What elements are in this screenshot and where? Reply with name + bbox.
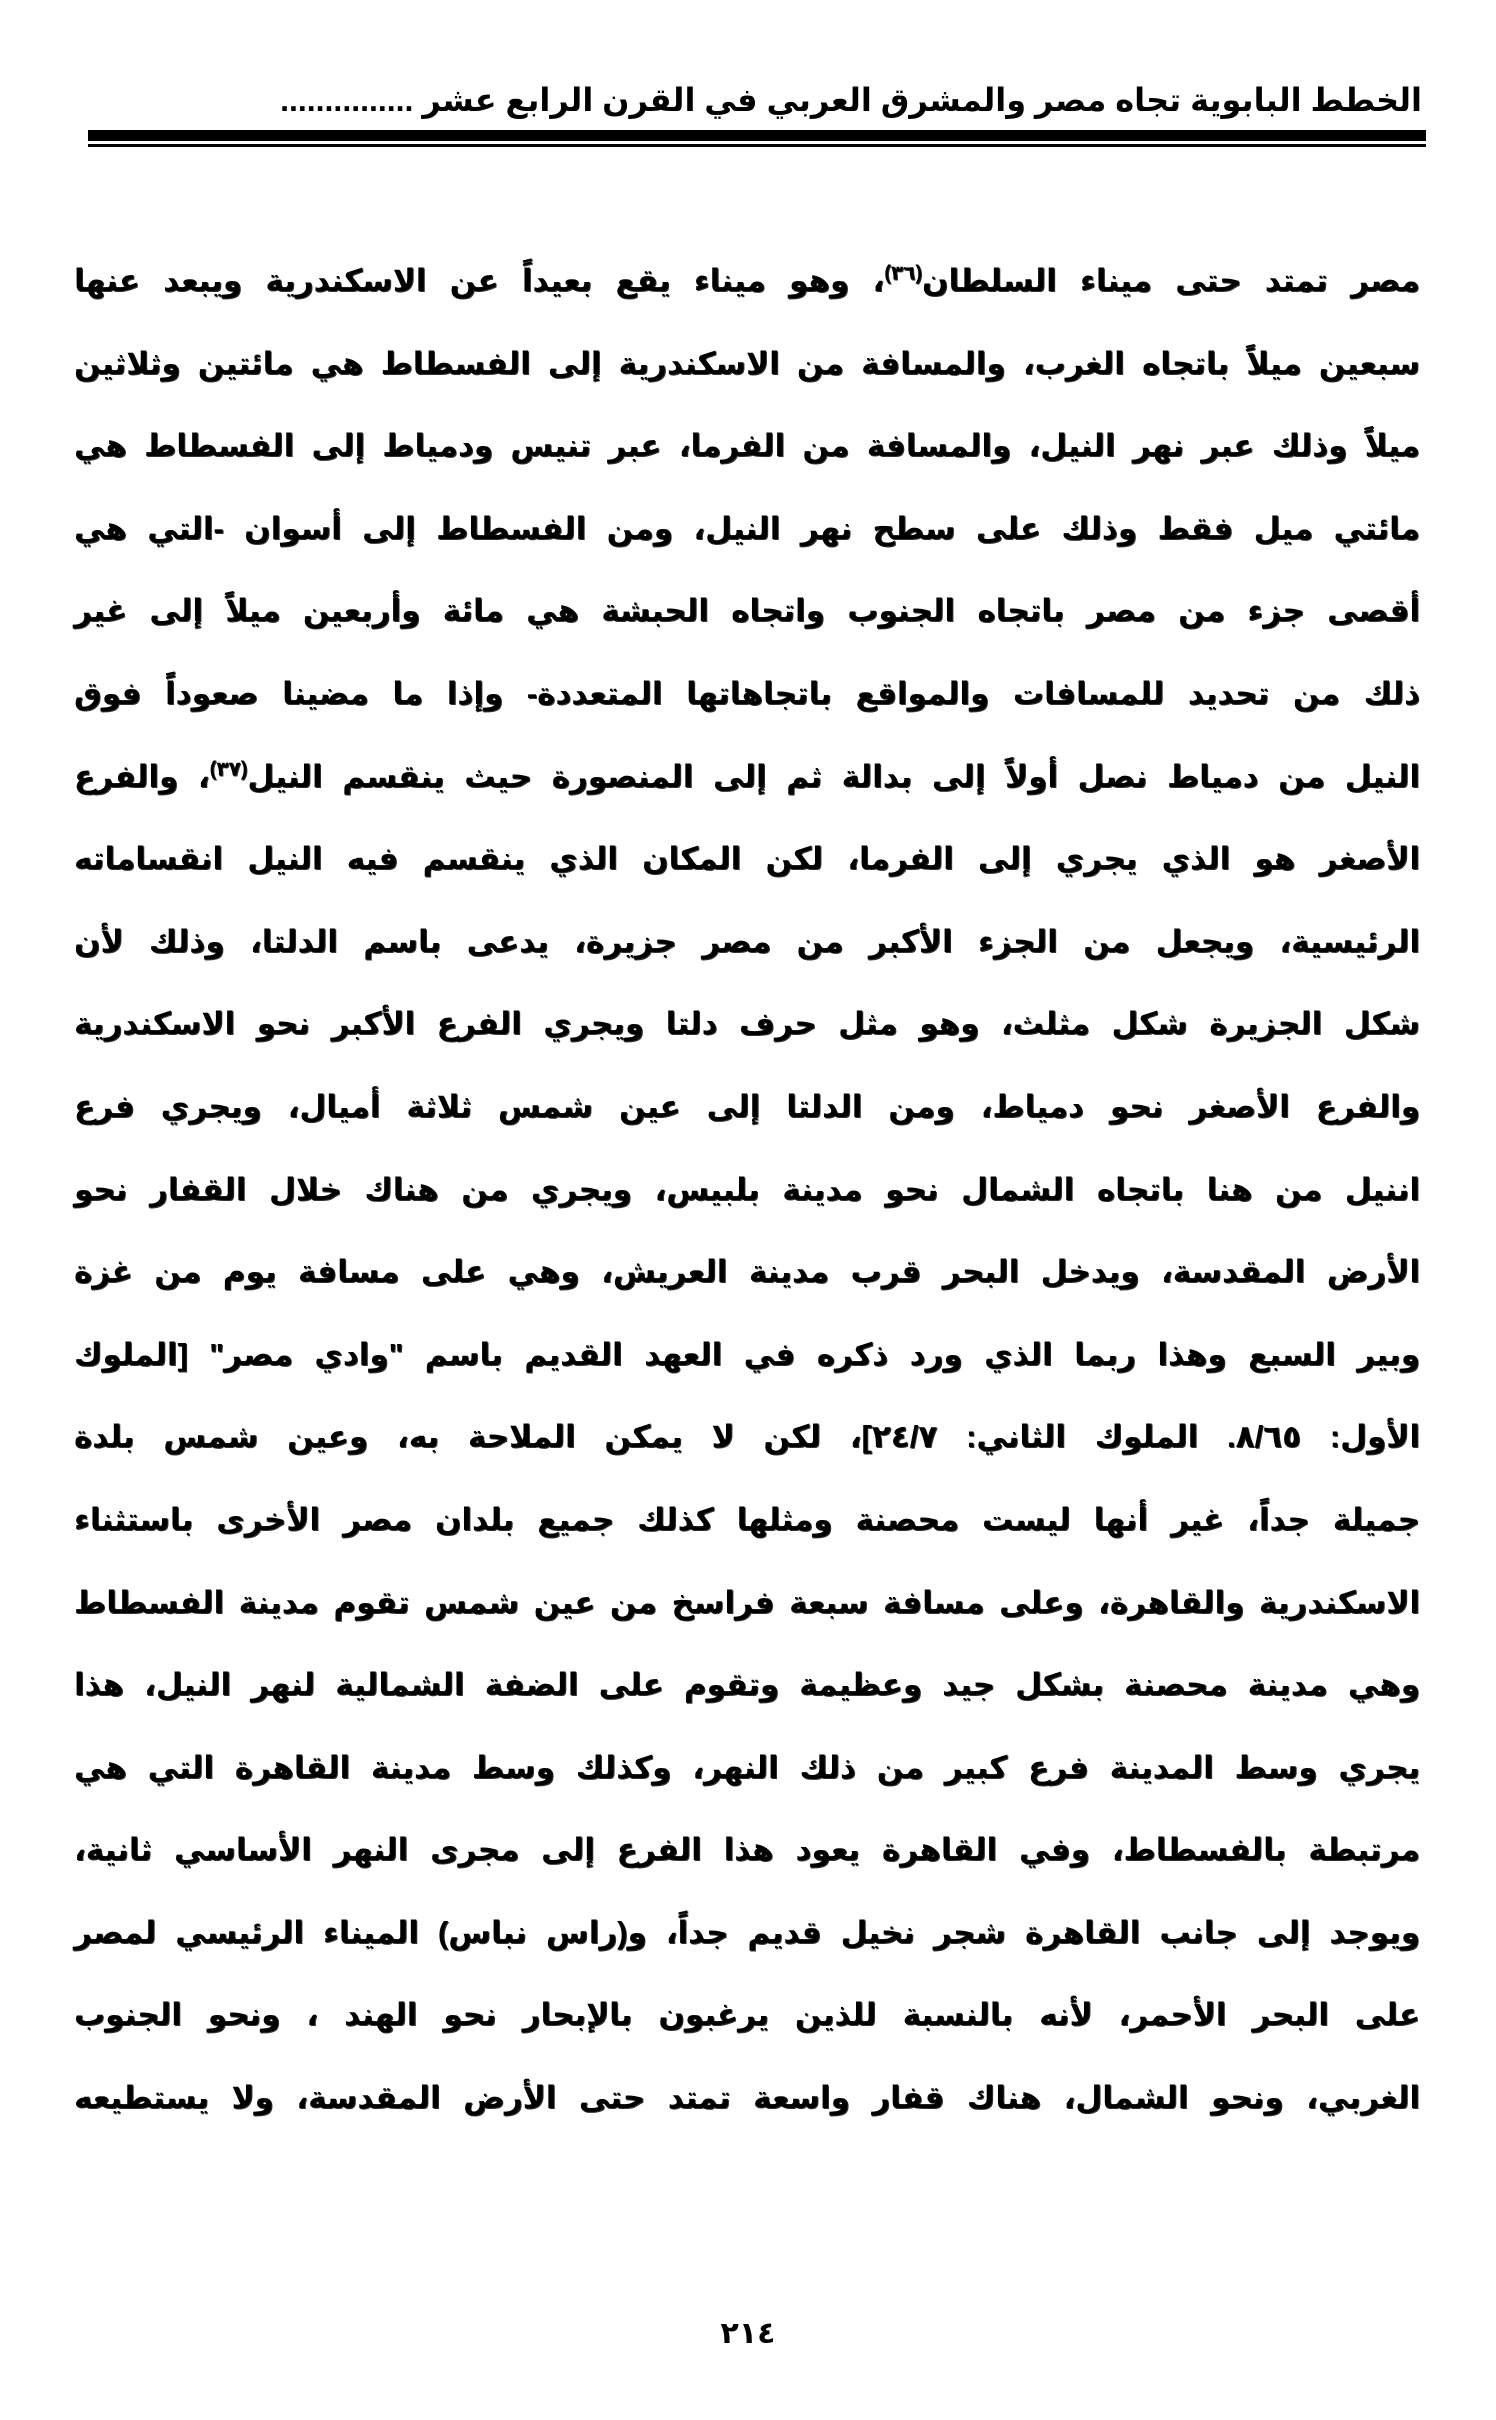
text-line: وبير السبع وهذا ربما الذي ورد ذكره في العهد القديم باسم "وادي مصر" [الملوك (74, 1336, 1420, 1372)
running-header: الخطط البابوية تجاه مصر والمشرق العربي في القرن الرابع عشر ............... (280, 82, 1422, 118)
text-line: الرئيسية، ويجعل من الجزء الأكبر من مصر جزيرة، يدعى باسم الدلتا، وذلك لأن (74, 923, 1420, 959)
text-segment: ، والفرع (74, 758, 210, 794)
text-segment: النيل من دمياط نصل أولاً إلى بدالة ثم إلى المنصورة حيث ينقسم النيل (247, 758, 1420, 794)
footnote-ref-36[interactable]: (٣٦) (884, 262, 922, 285)
text-line: سبعين ميلاً باتجاه الغرب، والمسافة من الاسكندرية إلى الفسطاط هي مائتين وثلاثين (74, 345, 1420, 381)
page-number: ٢١٤ (720, 2317, 776, 2350)
text-line: والفرع الأصغر نحو دمياط، ومن الدلتا إلى عين شمس ثلاثة أميال، ويجري فرع (74, 1088, 1420, 1124)
text-segment: ، وهو ميناء يقع بعيداً عن الاسكندرية ويبعد عنها (74, 263, 885, 298)
text-line: الاسكندرية والقاهرة، وعلى مسافة سبعة فراسخ من عين شمس تقوم مدينة الفسطاط (74, 1584, 1420, 1620)
text-line: مرتبطة بالفسطاط، وفي القاهرة يعود هذا الفرع إلى مجرى النهر الأساسي ثانية، (74, 1832, 1420, 1868)
text-line: الأصغر هو الذي يجري إلى الفرما، لكن المكان الذي ينقسم فيه النيل انقساماته (74, 841, 1420, 877)
body-text (74, 250, 1420, 2150)
text-line: على البحر الأحمر، لأنه بالنسبة للذين يرغبون بالإبحار نحو الهند ، ونحو الجنوب (74, 1997, 1420, 2033)
text-line: مائتي ميل فقط وذلك على سطح نهر النيل، ومن الفسطاط إلى أسوان -التي هي (74, 510, 1420, 546)
text-line: ويوجد إلى جانب القاهرة شجر نخيل قديم جداً، و(راس نباس) الميناء الرئيسي لمصر (74, 1914, 1420, 1950)
text-line: اننيل من هنا باتجاه الشمال نحو مدينة بلبيس، ويجري من هناك خلال القفار نحو (74, 1171, 1420, 1207)
text-line (74, 250, 1420, 333)
text-line: ذلك من تحديد للمسافات والمواقع باتجاهاتها المتعددة- وإذا ما مضينا صعوداً فوق (74, 675, 1420, 711)
header-rule-thin (88, 144, 1426, 147)
text-line: الغربي، ونحو الشمال، هناك قفار واسعة تمتد حتى الأرض المقدسة، ولا يستطيعه (74, 2080, 1420, 2116)
text-line (74, 746, 1420, 829)
text-line: يجري وسط المدينة فرع كبير من ذلك النهر، وكذلك وسط مدينة القاهرة التي هي (74, 1749, 1420, 1785)
footnote-ref-37[interactable]: (٣٧) (209, 758, 248, 781)
text-line: جميلة جداً، غير أنها ليست محصنة ومثلها كذلك جميع بلدان مصر الأخرى باستثناء (74, 1501, 1420, 1537)
text-segment: مصر تمتد حتى ميناء السلطان (922, 263, 1420, 298)
text-line: الأرض المقدسة، ويدخل البحر قرب مدينة العريش، وهي على مسافة يوم من غزة (74, 1254, 1420, 1290)
text-line: أقصى جزء من مصر باتجاه الجنوب واتجاه الحبشة هي مائة وأربعين ميلاً إلى غير (74, 593, 1420, 629)
text-line: ميلاً وذلك عبر نهر النيل، والمسافة من الفرما، عبر تنيس ودمياط إلى الفسطاط هي (74, 428, 1420, 464)
text-line: وهي مدينة محصنة بشكل جيد وعظيمة وتقوم على الضفة الشمالية لنهر النيل، هذا (74, 1667, 1420, 1703)
text-line: الأول: ٨/٦٥. الملوك الثاني: ٢٤/٧]، لكن لا يمكن الملاحة به، وعين شمس بلدة (74, 1419, 1421, 1455)
header-rule-thick (88, 130, 1426, 141)
text-line: شكل الجزيرة شكل مثلث، وهو مثل حرف دلتا ويجري الفرع الأكبر نحو الاسكندرية (74, 1006, 1420, 1042)
